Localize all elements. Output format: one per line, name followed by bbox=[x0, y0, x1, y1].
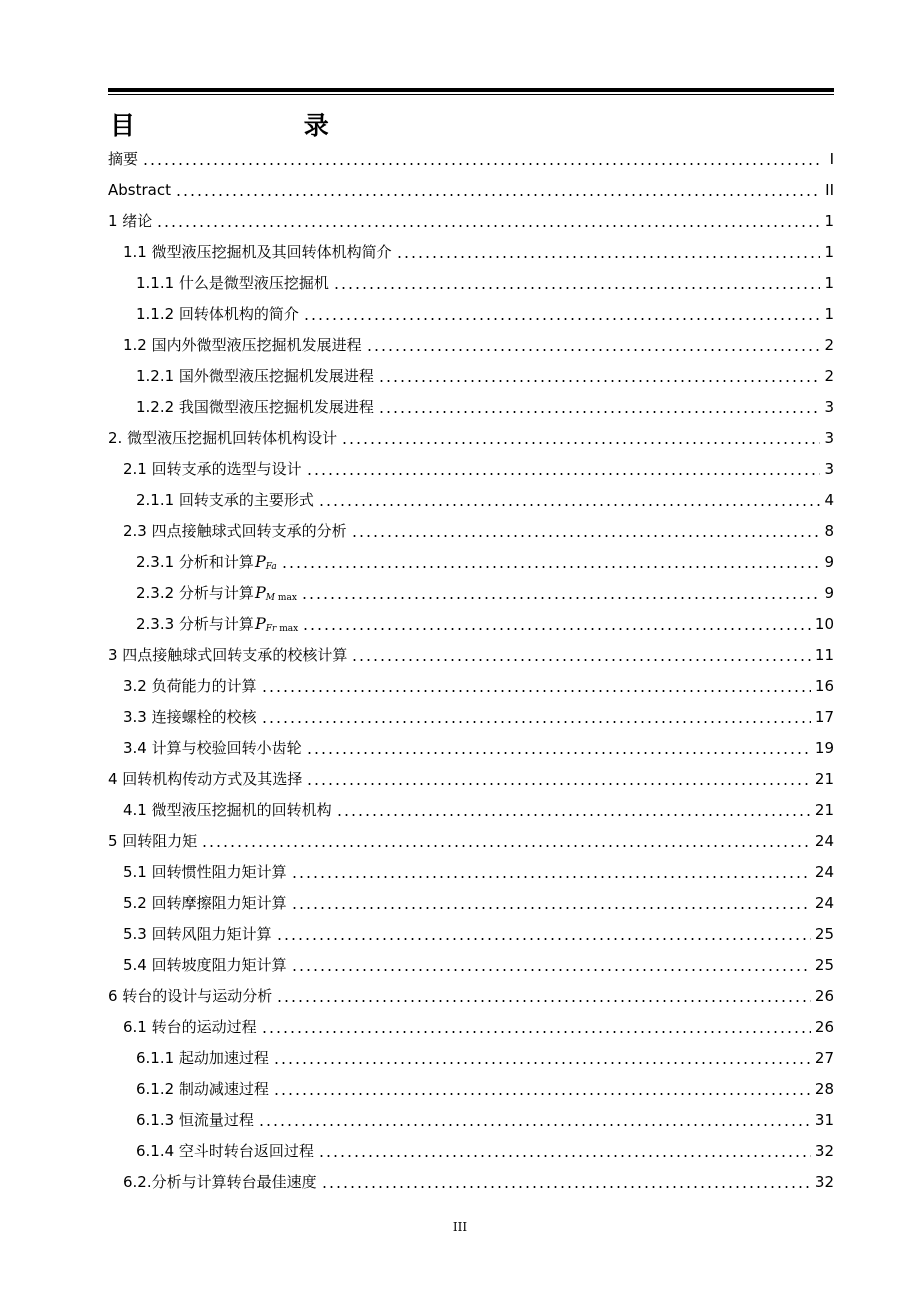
toc-entry[interactable] bbox=[108, 1166, 834, 1197]
toc-entry-page: 4 bbox=[824, 490, 834, 509]
toc-entry-title bbox=[136, 1140, 314, 1161]
toc-entry-title bbox=[108, 148, 138, 169]
toc-entry-title bbox=[136, 582, 297, 603]
toc-entry-title bbox=[123, 520, 347, 541]
toc-entry-label: 6.1.3 恒流量过程 bbox=[136, 1111, 254, 1129]
dot-leader bbox=[366, 349, 821, 351]
toc-entry-label: 6 转台的设计与运动分析 bbox=[108, 987, 273, 1005]
toc-entry[interactable] bbox=[108, 143, 834, 174]
toc-entry-page: 26 bbox=[814, 986, 834, 1005]
toc-entry[interactable] bbox=[108, 1042, 834, 1073]
toc-entry-page: 28 bbox=[814, 1079, 834, 1098]
dot-leader bbox=[281, 566, 821, 568]
toc-entry-title bbox=[123, 737, 302, 758]
dot-leader bbox=[261, 690, 811, 692]
toc-entry-page: 10 bbox=[814, 614, 834, 633]
dot-leader bbox=[301, 597, 821, 599]
toc-entry-label: 1.2.1 国外微型液压挖掘机发展进程 bbox=[136, 367, 374, 385]
toc-entry-page: 32 bbox=[814, 1141, 834, 1160]
dot-leader bbox=[351, 659, 811, 661]
toc-entry[interactable] bbox=[108, 608, 834, 639]
toc-entry-page: 17 bbox=[814, 707, 834, 726]
toc-entry-title bbox=[123, 799, 332, 820]
toc-entry-page: 3 bbox=[824, 397, 834, 416]
toc-entry[interactable] bbox=[108, 980, 834, 1011]
toc-entry[interactable] bbox=[108, 174, 834, 205]
toc-entry-page: 11 bbox=[814, 645, 834, 664]
toc-entry-title bbox=[108, 210, 152, 231]
toc-entry-label: 1.2 国内外微型液压挖掘机发展进程 bbox=[123, 336, 362, 354]
toc-entry-label: 2. 微型液压挖掘机回转体机构设计 bbox=[108, 429, 338, 447]
toc-entry-label: 3.4 计算与校验回转小齿轮 bbox=[123, 739, 302, 757]
toc-entry[interactable] bbox=[108, 701, 834, 732]
toc-entry-label: 4 回转机构传动方式及其选择 bbox=[108, 770, 303, 788]
page-number: III bbox=[452, 1220, 468, 1234]
toc-entry-title bbox=[136, 551, 277, 572]
toc-entry-page: 9 bbox=[824, 552, 834, 571]
table-of-contents bbox=[108, 143, 834, 1197]
header-rule-thick bbox=[108, 88, 834, 92]
dot-leader bbox=[336, 814, 811, 816]
dot-leader bbox=[351, 535, 821, 537]
toc-entry-title bbox=[108, 830, 197, 851]
toc-entry-title bbox=[108, 181, 171, 199]
toc-entry-label: 6.1.2 制动减速过程 bbox=[136, 1080, 269, 1098]
toc-entry[interactable] bbox=[108, 360, 834, 391]
dot-leader bbox=[291, 876, 811, 878]
toc-entry-page: 3 bbox=[824, 428, 834, 447]
toc-entry-title bbox=[136, 489, 314, 510]
toc-entry[interactable] bbox=[108, 949, 834, 980]
toc-entry[interactable] bbox=[108, 763, 834, 794]
toc-entry-title bbox=[123, 1016, 257, 1037]
toc-entry-label: 5.4 回转坡度阻力矩计算 bbox=[123, 956, 287, 974]
toc-entry[interactable] bbox=[108, 732, 834, 763]
toc-entry-title bbox=[123, 861, 287, 882]
toc-entry-label: 5.3 回转风阻力矩计算 bbox=[123, 925, 272, 943]
toc-entry[interactable] bbox=[108, 825, 834, 856]
toc-entry-page: 24 bbox=[814, 862, 834, 881]
dot-leader bbox=[306, 752, 811, 754]
dot-leader bbox=[201, 845, 811, 847]
toc-entry-title bbox=[123, 458, 302, 479]
dot-leader bbox=[142, 163, 822, 165]
toc-entry[interactable] bbox=[108, 577, 834, 608]
toc-entry-page: 21 bbox=[814, 769, 834, 788]
toc-entry-label: 2.1.1 回转支承的主要形式 bbox=[136, 491, 314, 509]
toc-entry-title bbox=[123, 706, 257, 727]
dot-leader bbox=[261, 1031, 811, 1033]
toc-entry[interactable] bbox=[108, 639, 834, 670]
toc-entry[interactable] bbox=[108, 236, 834, 267]
header-rule-thin bbox=[108, 94, 834, 95]
toc-entry-page: 2 bbox=[824, 366, 834, 385]
toc-entry-label: 1 绪论 bbox=[108, 212, 153, 230]
toc-entry[interactable] bbox=[108, 887, 834, 918]
toc-entry-label: 1.1 微型液压挖掘机及其回转体机构简介 bbox=[123, 243, 392, 261]
toc-entry-title bbox=[108, 985, 272, 1006]
math-subscript: M bbox=[265, 593, 275, 603]
dot-leader bbox=[306, 783, 811, 785]
toc-entry-page: II bbox=[825, 180, 834, 199]
toc-entry-page: 1 bbox=[824, 273, 834, 292]
math-symbol: P bbox=[254, 614, 266, 633]
dot-leader bbox=[306, 473, 821, 475]
toc-entry-label: 5.2 回转摩擦阻力矩计算 bbox=[123, 894, 287, 912]
toc-entry-title bbox=[136, 303, 299, 324]
toc-entry[interactable] bbox=[108, 1011, 834, 1042]
toc-entry[interactable] bbox=[108, 670, 834, 701]
toc-entry[interactable] bbox=[108, 453, 834, 484]
toc-entry-label: 2.3.2 分析与计算 bbox=[136, 584, 254, 602]
toc-entry[interactable] bbox=[108, 856, 834, 887]
toc-entry-title bbox=[123, 1171, 317, 1192]
math-subscript: Fr bbox=[265, 624, 277, 634]
toc-entry-page: 31 bbox=[814, 1110, 834, 1129]
math-symbol: P bbox=[254, 583, 266, 602]
dot-leader bbox=[276, 1000, 811, 1002]
toc-entry-label: 3.2 负荷能力的计算 bbox=[123, 677, 257, 695]
dot-leader bbox=[318, 504, 821, 506]
toc-entry-title bbox=[136, 1078, 269, 1099]
toc-entry-title bbox=[123, 241, 392, 262]
toc-entry[interactable] bbox=[108, 918, 834, 949]
toc-entry-label: 2.1 回转支承的选型与设计 bbox=[123, 460, 302, 478]
toc-entry-label: 3 四点接触球式回转支承的校核计算 bbox=[108, 646, 348, 664]
toc-entry[interactable] bbox=[108, 391, 834, 422]
toc-entry[interactable] bbox=[108, 267, 834, 298]
toc-entry[interactable] bbox=[108, 546, 834, 577]
page-title: 目 录 bbox=[110, 111, 409, 140]
toc-entry-title bbox=[123, 954, 287, 975]
toc-entry-label: 2.3.3 分析与计算 bbox=[136, 615, 254, 633]
toc-entry-page: 1 bbox=[824, 304, 834, 323]
dot-leader bbox=[291, 907, 811, 909]
toc-entry-label: 4.1 微型液压挖掘机的回转机构 bbox=[123, 801, 332, 819]
toc-entry[interactable] bbox=[108, 329, 834, 360]
toc-entry-page: 2 bbox=[824, 335, 834, 354]
toc-entry-label: 2.3.1 分析和计算 bbox=[136, 553, 254, 571]
toc-entry-page: 9 bbox=[824, 583, 834, 602]
toc-entry-title bbox=[108, 644, 347, 665]
toc-entry-title bbox=[136, 613, 298, 634]
toc-entry-page: 19 bbox=[814, 738, 834, 757]
toc-entry-page: 1 bbox=[824, 211, 834, 230]
toc-entry-label: Abstract bbox=[108, 180, 171, 199]
dot-leader bbox=[341, 442, 820, 444]
dot-leader bbox=[378, 380, 821, 382]
dot-leader bbox=[302, 628, 811, 630]
math-symbol: P bbox=[254, 552, 266, 571]
toc-entry[interactable] bbox=[108, 1135, 834, 1166]
toc-entry[interactable] bbox=[108, 484, 834, 515]
toc-entry-label: 1.2.2 我国微型液压挖掘机发展进程 bbox=[136, 398, 374, 416]
toc-entry-page: 1 bbox=[824, 242, 834, 261]
toc-entry-label: 6.1.1 起动加速过程 bbox=[136, 1049, 269, 1067]
toc-entry-label: 2.3 四点接触球式回转支承的分析 bbox=[123, 522, 347, 540]
math-subscript: Fa bbox=[265, 562, 277, 572]
toc-entry-label: 5 回转阻力矩 bbox=[108, 832, 198, 850]
math-subscript-max: max bbox=[279, 624, 299, 634]
toc-entry-title bbox=[123, 334, 362, 355]
dot-leader bbox=[318, 1155, 811, 1157]
toc-entry[interactable] bbox=[108, 794, 834, 825]
toc-entry-page: 21 bbox=[814, 800, 834, 819]
toc-entry-title bbox=[108, 768, 302, 789]
toc-entry-label: 3.3 连接螺栓的校核 bbox=[123, 708, 257, 726]
toc-entry-label: 6.2.分析与计算转台最佳速度 bbox=[123, 1173, 317, 1191]
dot-leader bbox=[321, 1186, 811, 1188]
toc-entry-page: 25 bbox=[814, 955, 834, 974]
toc-entry-page: 25 bbox=[814, 924, 834, 943]
toc-entry-page: 8 bbox=[824, 521, 834, 540]
toc-entry-title bbox=[123, 892, 287, 913]
toc-entry[interactable] bbox=[108, 205, 834, 236]
dot-leader bbox=[276, 938, 811, 940]
dot-leader bbox=[175, 194, 821, 196]
dot-leader bbox=[291, 969, 811, 971]
dot-leader bbox=[258, 1124, 811, 1126]
toc-entry[interactable] bbox=[108, 515, 834, 546]
math-subscript-max: max bbox=[277, 593, 297, 603]
toc-entry-title bbox=[136, 272, 329, 293]
dot-leader bbox=[333, 287, 821, 289]
toc-entry-label: 5.1 回转惯性阻力矩计算 bbox=[123, 863, 287, 881]
toc-entry[interactable] bbox=[108, 1104, 834, 1135]
dot-leader bbox=[303, 318, 821, 320]
toc-entry-page: 24 bbox=[814, 831, 834, 850]
dot-leader bbox=[378, 411, 821, 413]
toc-entry[interactable] bbox=[108, 298, 834, 329]
toc-entry-title bbox=[108, 427, 337, 448]
toc-entry-label: 6.1.4 空斗时转台返回过程 bbox=[136, 1142, 314, 1160]
toc-entry-title bbox=[123, 923, 272, 944]
toc-entry[interactable] bbox=[108, 1073, 834, 1104]
toc-entry-page: I bbox=[829, 149, 834, 168]
toc-entry-page: 32 bbox=[814, 1172, 834, 1191]
dot-leader bbox=[396, 256, 821, 258]
toc-entry-title bbox=[136, 1047, 269, 1068]
toc-entry-label: 6.1 转台的运动过程 bbox=[123, 1018, 257, 1036]
toc-entry-title bbox=[136, 365, 374, 386]
toc-entry[interactable] bbox=[108, 422, 834, 453]
toc-entry-label: 1.1.2 回转体机构的简介 bbox=[136, 305, 299, 323]
dot-leader bbox=[273, 1093, 811, 1095]
toc-entry-page: 3 bbox=[824, 459, 834, 478]
toc-entry-page: 27 bbox=[814, 1048, 834, 1067]
dot-leader bbox=[156, 225, 820, 227]
toc-entry-label: 摘要 bbox=[108, 150, 139, 168]
dot-leader bbox=[273, 1062, 811, 1064]
toc-entry-page: 16 bbox=[814, 676, 834, 695]
toc-entry-label: 1.1.1 什么是微型液压挖掘机 bbox=[136, 274, 329, 292]
toc-entry-page: 24 bbox=[814, 893, 834, 912]
toc-entry-title bbox=[123, 675, 257, 696]
toc-entry-title bbox=[136, 1109, 254, 1130]
toc-entry-page: 26 bbox=[814, 1017, 834, 1036]
toc-entry-title bbox=[136, 396, 374, 417]
dot-leader bbox=[261, 721, 811, 723]
